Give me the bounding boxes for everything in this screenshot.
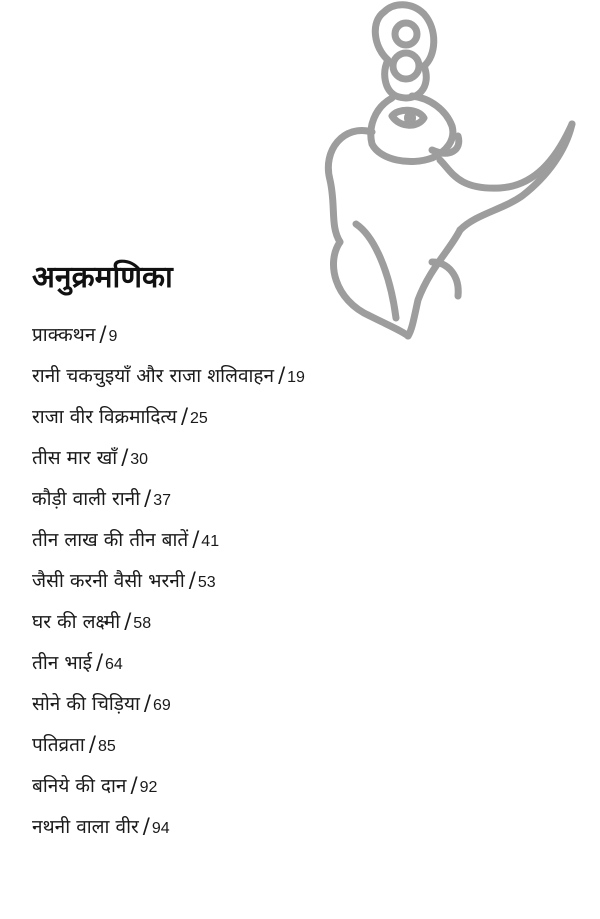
- toc-entry-title: तीन लाख की तीन बातें: [32, 529, 189, 551]
- toc-entry-title: कौड़ी वाली रानी: [32, 488, 141, 510]
- toc-entry-title: नथनी वाला वीर: [32, 816, 139, 838]
- toc-separator: /: [130, 773, 138, 797]
- hanuman-sketch-icon: [300, 0, 590, 345]
- toc-entry[interactable]: [32, 355, 305, 396]
- toc-page-number: 94: [151, 820, 170, 837]
- toc-entry-title: तीस मार खाँ: [32, 447, 118, 469]
- toc-entry-title: सोने की चिड़िया: [32, 693, 140, 715]
- toc-separator: /: [88, 732, 96, 756]
- toc-page-number: 92: [139, 779, 158, 796]
- toc-entry-title: पतिव्रता: [32, 734, 85, 756]
- toc-title: अनुक्रमणिका: [32, 260, 173, 295]
- toc-entry-title: बनिये की दान: [32, 775, 127, 797]
- toc-entry[interactable]: [32, 765, 305, 806]
- toc-entry[interactable]: [32, 519, 305, 560]
- toc-entry-title: जैसी करनी वैसी भरनी: [32, 570, 185, 592]
- toc-separator: /: [143, 691, 151, 715]
- toc-separator: /: [124, 609, 132, 633]
- toc-entry-title: तीन भाई: [32, 652, 92, 674]
- toc-separator: /: [142, 814, 150, 838]
- toc-entry[interactable]: [32, 642, 305, 683]
- toc-page-number: 64: [105, 656, 123, 673]
- toc-page-number: 58: [133, 615, 152, 632]
- toc-page-number: 9: [108, 328, 118, 345]
- toc-page-number: 85: [97, 738, 116, 755]
- toc-page-number: 25: [190, 410, 208, 427]
- toc-separator: /: [121, 445, 129, 469]
- toc-separator: /: [180, 404, 189, 428]
- toc-separator: /: [192, 527, 200, 551]
- toc-entry-title: घर की लक्ष्मी: [32, 611, 121, 633]
- toc-entry-title: प्राक्कथन: [32, 324, 96, 346]
- toc-separator: /: [95, 650, 104, 674]
- toc-page-number: 69: [153, 697, 171, 714]
- toc-list: [32, 314, 305, 847]
- toc-page-number: 53: [197, 574, 216, 591]
- toc-entry[interactable]: [32, 437, 305, 478]
- toc-page-number: 37: [153, 492, 171, 509]
- toc-entry[interactable]: [32, 314, 305, 355]
- toc-entry-title: राजा वीर विक्रमादित्य: [32, 406, 177, 428]
- toc-entry[interactable]: [32, 806, 305, 847]
- toc-page-number: 41: [201, 533, 220, 550]
- toc-entry[interactable]: [32, 560, 305, 601]
- toc-separator: /: [99, 322, 107, 346]
- toc-entry[interactable]: [32, 396, 305, 437]
- toc-page-number: 30: [130, 451, 149, 468]
- toc-separator: /: [188, 568, 196, 592]
- toc-entry[interactable]: [32, 478, 305, 519]
- toc-entry[interactable]: [32, 601, 305, 642]
- toc-separator: /: [144, 486, 152, 510]
- toc-entry-title: रानी चकचुइयाँ और राजा शलिवाहन: [32, 365, 275, 387]
- toc-entry[interactable]: [32, 724, 305, 765]
- toc-page-number: 19: [287, 369, 305, 386]
- toc-entry[interactable]: [32, 683, 305, 724]
- toc-separator: /: [278, 363, 286, 387]
